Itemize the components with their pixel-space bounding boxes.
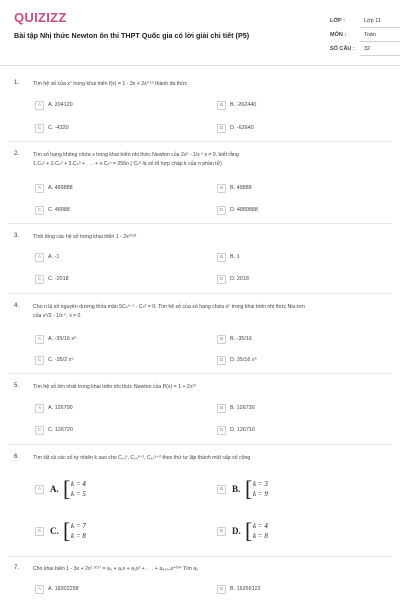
option-letter-box: A xyxy=(35,485,44,494)
system-line-2: k = 9 xyxy=(253,490,268,498)
question-text: Tìm hệ số của x⁷ trong khai triển f(x) = 1 - 3x + 2x³ ¹⁰ thành đa thức xyxy=(33,81,188,87)
brace-icon: [ xyxy=(245,518,253,543)
option-text: B. 126730 xyxy=(230,405,255,411)
option-letter-box: D xyxy=(217,356,226,365)
option-letter-box: A xyxy=(35,404,44,413)
divider xyxy=(8,373,392,374)
option-letter-box: B xyxy=(217,485,226,494)
question-text: Tính tổng các hệ số trong khai triển 1 - 2x²⁰¹⁸ xyxy=(33,234,137,240)
system-line-2: k = 8 xyxy=(253,532,268,540)
system-line-1: k = 7 xyxy=(71,522,86,530)
option-text: B. 1 xyxy=(230,254,240,260)
divider xyxy=(8,556,392,557)
meta-subject-label: MÔN : xyxy=(330,32,347,38)
question-number: 7. xyxy=(14,565,20,571)
brace-icon: [ xyxy=(63,518,71,543)
option-letter-box: D xyxy=(217,426,226,435)
page-title: Bài tập Nhị thức Newton ôn thi THPT Quốc gia có lời giải chi tiết (P5) xyxy=(14,31,250,40)
option-text: B. 16269122 xyxy=(230,586,261,592)
option-text: B. -262440 xyxy=(230,102,257,108)
divider xyxy=(8,444,392,445)
option-letter-box: D xyxy=(217,124,226,133)
option-text: D. 4889888 xyxy=(230,207,258,213)
divider xyxy=(8,223,392,224)
option-letter-box: A xyxy=(35,585,44,594)
divider xyxy=(8,141,392,142)
option-letter-box: C xyxy=(35,206,44,215)
question-text: Cho khai biển 1 - 3x + 2x² ²⁰¹⁷ = a₀ + a₁x + a₂x² + . . . + a₄₀₃₄x⁴⁰³⁴ Tìm a₂ xyxy=(33,566,199,572)
option-letter-box: A xyxy=(35,184,44,193)
divider xyxy=(8,293,392,294)
meta-count-value: 32 xyxy=(364,46,371,52)
option-letter-box: A xyxy=(35,101,44,110)
brace-icon: [ xyxy=(245,476,253,501)
option-text: B. -35/16 xyxy=(230,336,252,342)
option-text: A. 489888 xyxy=(48,185,73,191)
meta-divider xyxy=(360,55,400,56)
brace-icon: [ xyxy=(63,476,71,501)
question-text: Tìm hệ số lớn nhất trong khai triển nhị thức Newton của P(x) = 1 + 2x¹² xyxy=(33,384,196,390)
system-line-2: k = 8 xyxy=(71,532,86,540)
option-letter-box: B xyxy=(217,335,226,344)
option-text: D. 35/16 x⁵ xyxy=(230,357,257,363)
option-letter-box: B xyxy=(217,184,226,193)
option-letter-box: A xyxy=(35,253,44,262)
question-text: Tìm tất cả các số tự nhiên k sao cho C₁₄ᵏ, C₁₄ᵏ⁺¹, C₁₄ᵏ⁺² theo thứ tự lập thành một cấp số cộng xyxy=(33,455,251,461)
question-number: 2. xyxy=(14,151,20,157)
option-text: D. 2018 xyxy=(230,276,249,282)
option-text: C. -35/2 x⁵ xyxy=(48,357,74,363)
page-header xyxy=(0,0,400,66)
option-letter-box: C xyxy=(35,275,44,284)
option-letter-box: C xyxy=(35,527,44,536)
meta-divider xyxy=(360,27,400,28)
meta-grade-label: LỚP : xyxy=(330,18,345,24)
meta-subject-value: Toán xyxy=(364,32,376,38)
question-text: Cho n là số nguyên dương thỏa mãn 5Cₙⁿ⁻¹ - Cₙ³ = 0. Tìm hệ số của số hạng chứa x⁵ trong khai triển nhị thức Niu-tơn xyxy=(33,304,305,310)
question-number: 4. xyxy=(14,303,20,309)
option-text: A. -1 xyxy=(48,254,60,260)
system-line-2: k = 5 xyxy=(71,490,86,498)
system-line-1: k = 4 xyxy=(71,480,86,488)
question-number: 5. xyxy=(14,383,20,389)
question-text: Tìm số hạng không chứa x trong khai triển nhị thức Newton của 2x² - 1/x ⁿ x ≠ 0, biết rằng xyxy=(33,152,239,158)
option-text: C. 48988 xyxy=(48,207,70,213)
option-text: D. -62640 xyxy=(230,125,254,131)
option-letter-box: C xyxy=(35,426,44,435)
option-letter-box: B xyxy=(217,585,226,594)
option-label: B. xyxy=(232,484,241,494)
meta-count-label: SỐ CÂU : xyxy=(330,46,355,52)
option-letter-box: B xyxy=(217,253,226,262)
option-text: A. 204120 xyxy=(48,102,73,108)
option-label: A. xyxy=(50,484,59,494)
system-line-1: k = 3 xyxy=(253,480,268,488)
question-number: 1. xyxy=(14,80,20,86)
option-letter-box: A xyxy=(35,335,44,344)
option-text: D. 126710 xyxy=(230,427,255,433)
brand-logo: QUIZIZZ xyxy=(14,10,67,25)
option-text: B. 49888 xyxy=(230,185,252,191)
meta-grade-value: Lớp 11 xyxy=(364,18,381,24)
question-text-line-2: của x²/2 - 1/x ⁿ, x ≠ 0 xyxy=(33,313,81,319)
option-letter-box: D xyxy=(217,275,226,284)
system-line-1: k = 4 xyxy=(253,522,268,530)
option-letter-box: D xyxy=(217,527,226,536)
option-letter-box: C xyxy=(35,356,44,365)
option-text: C. -4320 xyxy=(48,125,69,131)
option-letter-box: B xyxy=(217,404,226,413)
question-text-line-2: 1.Cₙ¹ + 2.Cₙ² + 3.Cₙ³ + . . . + n.Cₙⁿ = 256n ( Cₙᵏ là số tổ hợp chập k của n phần tử) xyxy=(33,161,222,167)
option-letter-box: C xyxy=(35,124,44,133)
option-letter-box: B xyxy=(217,101,226,110)
option-text: C. 126720 xyxy=(48,427,73,433)
option-text: A. -35/16 x⁵ xyxy=(48,336,77,342)
question-number: 6. xyxy=(14,454,20,460)
option-label: C. xyxy=(50,526,59,536)
question-number: 3. xyxy=(14,233,20,239)
meta-divider xyxy=(360,41,400,42)
option-text: A. 18302258 xyxy=(48,586,79,592)
option-text: A. 126700 xyxy=(48,405,73,411)
option-text: C. -2018 xyxy=(48,276,69,282)
option-label: D. xyxy=(232,526,241,536)
option-letter-box: D xyxy=(217,206,226,215)
